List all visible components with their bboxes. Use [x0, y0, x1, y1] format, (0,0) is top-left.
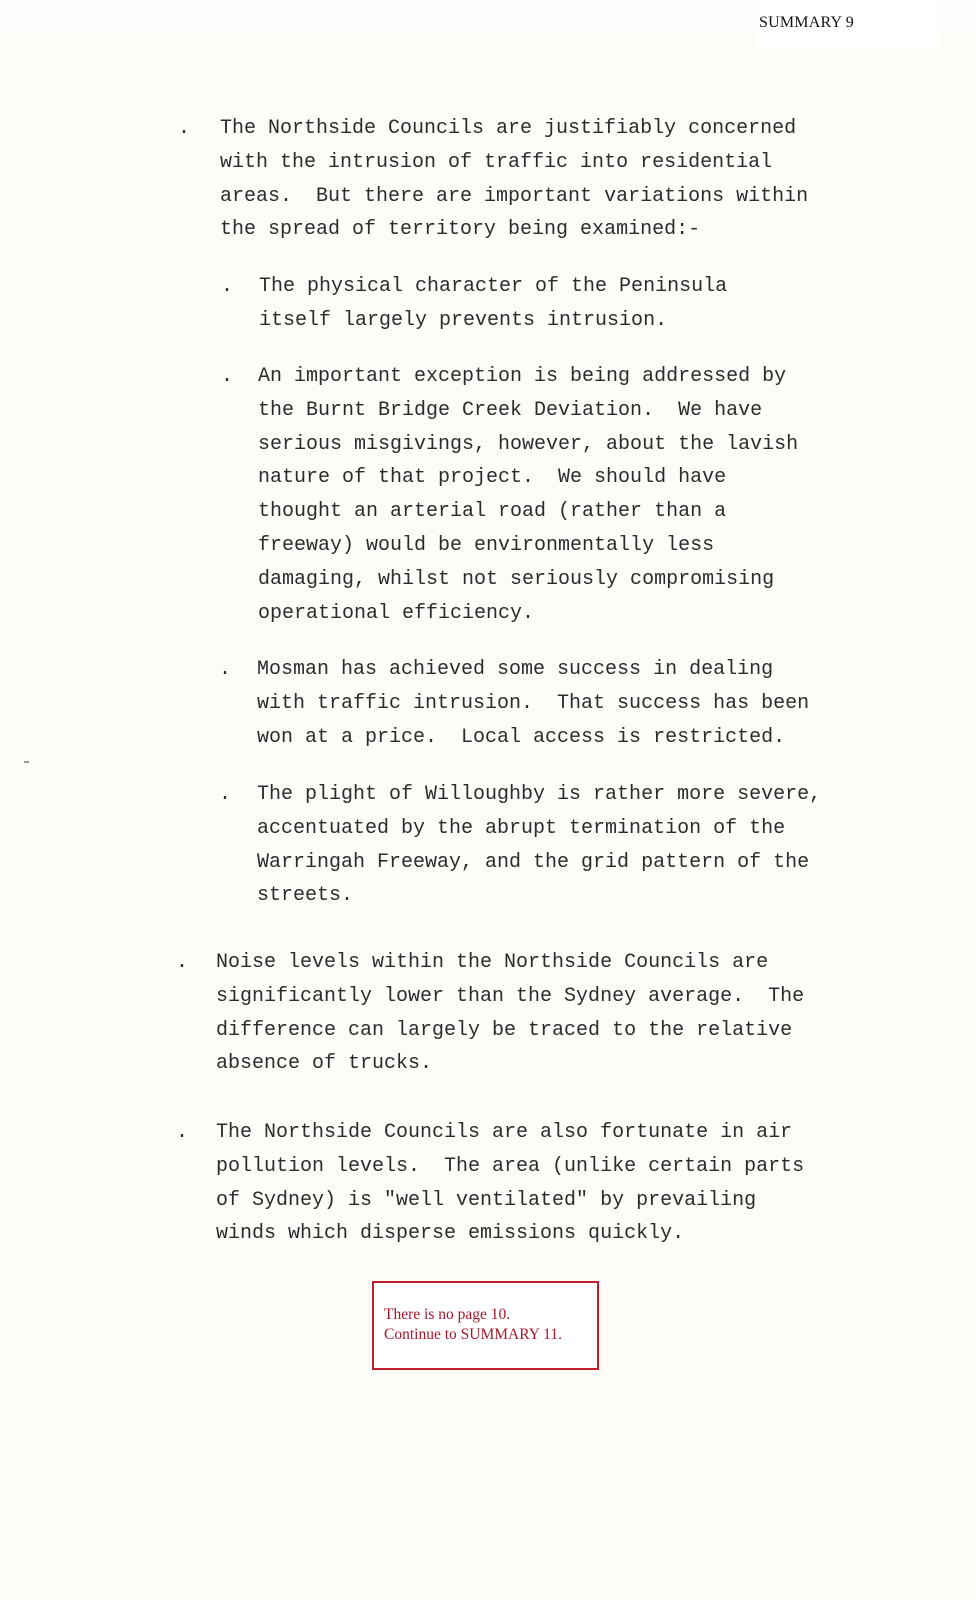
sub-bullet-marker: . — [219, 783, 232, 806]
sub-bullet-marker: . — [221, 275, 234, 298]
sub-point-2-text: An important exception is being addressed by the Burnt Bridge Creek Deviation. We have serious misgivings, however, about the lavish nature of that project. We should have thought an arterial road (rather than a freeway) would be environmentally less damaging, whilst not seriously compromising operational efficiency. — [258, 365, 799, 625]
sub-point-4-text: The plight of Willoughby is rather more severe, accentuated by the abrupt termination of the Warringah Freeway, and the grid pattern of the streets. — [257, 783, 822, 908]
sub-bullet-marker: . — [221, 365, 234, 388]
bullet-marker: . — [176, 1121, 189, 1144]
page-note-box — [372, 1281, 599, 1370]
bullet-marker: . — [176, 951, 189, 974]
page-note-text: There is no page 10. Continue to SUMMARY 11. — [384, 1306, 562, 1343]
point-3-text: The Northside Councils are also fortunate in air pollution levels. The area (unlike certain parts of Sydney) is "well ventilated" by prevailing winds which disperse emissions quickly. — [216, 1121, 805, 1246]
sub-bullet-marker: . — [219, 658, 232, 681]
bullet-marker: . — [178, 117, 191, 140]
page-label: SUMMARY 9 — [759, 14, 855, 31]
point-1-text: The Northside Councils are justifiably concerned with the intrusion of traffic into residential areas. But there are important variations within the spread of territory being examined:- — [220, 117, 809, 242]
sub-point-3-text: Mosman has achieved some success in dealing with traffic intrusion. That success has been won at a price. Local access is restricted. — [257, 658, 810, 749]
sub-point-1-text: The physical character of the Peninsula itself largely prevents intrusion. — [259, 275, 728, 332]
point-2-text: Noise levels within the Northside Councils are significantly lower than the Sydney average. The difference can largely be traced to the relative absence of trucks. — [216, 951, 805, 1076]
scan-mark — [24, 761, 29, 763]
